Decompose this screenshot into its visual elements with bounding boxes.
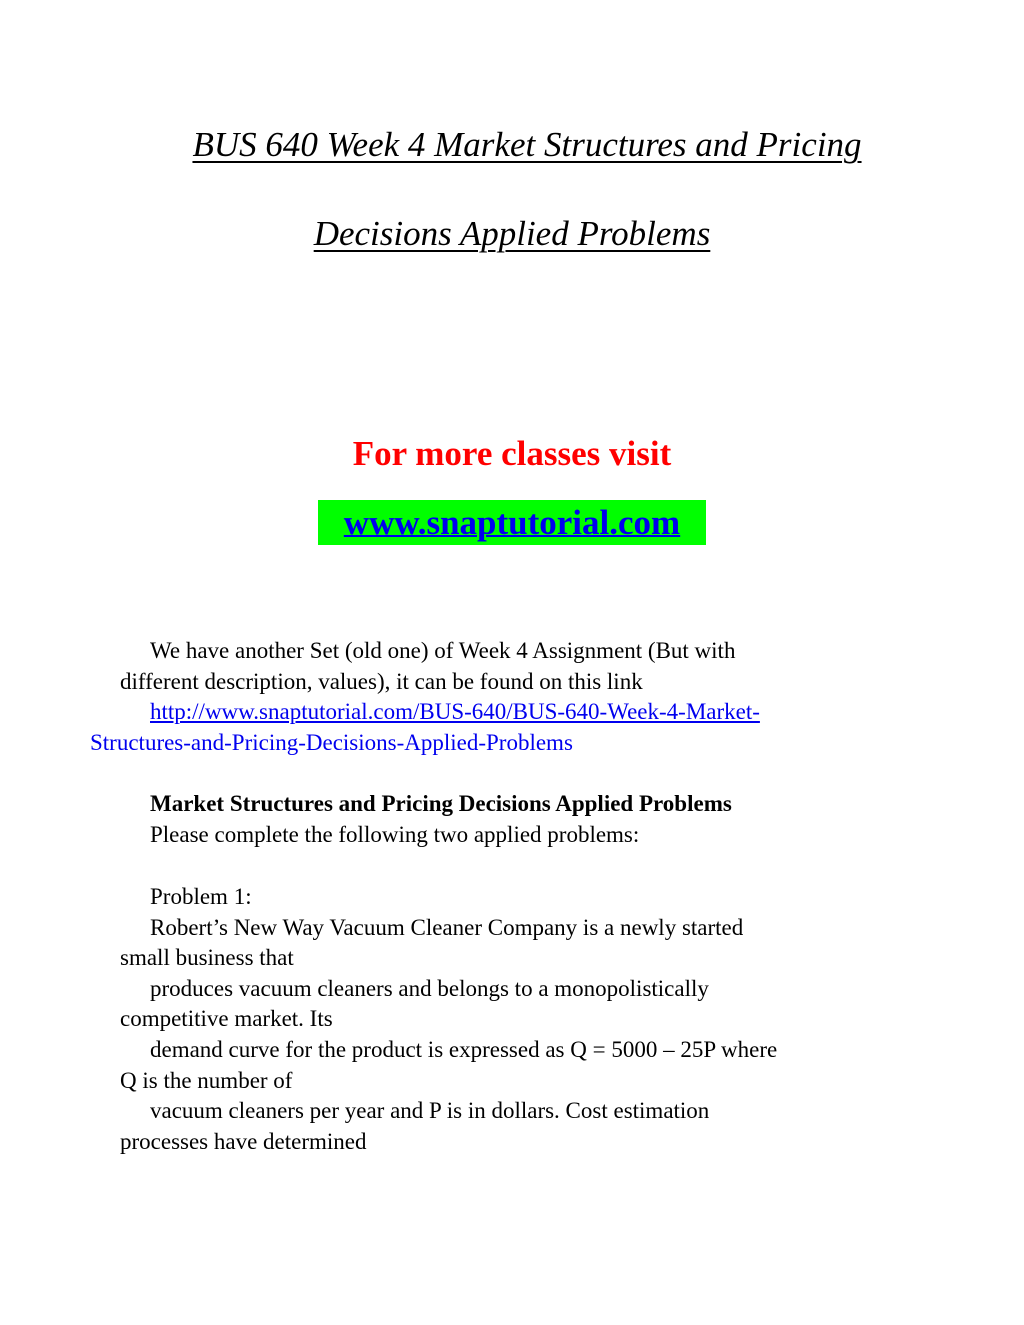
- assignment-heading: Market Structures and Pricing Decisions Applied Problems: [150, 791, 732, 816]
- intro-line-2: different description, values), it can be found on this link: [120, 668, 643, 694]
- problem-1-line: processes have determined: [120, 1128, 367, 1154]
- problem-1-line: produces vacuum cleaners and belongs to a monopolistically: [150, 975, 709, 1001]
- problem-1-line: competitive market. Its: [120, 1006, 333, 1032]
- problem-1-section: [120, 882, 900, 1157]
- problem-1-line: vacuum cleaners per year and P is in dollars. Cost estimation: [150, 1098, 710, 1124]
- intro-paragraph: [90, 636, 900, 758]
- promo-heading: For more classes visit: [352, 434, 672, 473]
- problem-1-line: Q is the number of: [120, 1067, 293, 1093]
- assignment-instruction: Please complete the following two applied problems:: [150, 821, 640, 847]
- problem-1-line: Robert’s New Way Vacuum Cleaner Company is a newly started: [150, 914, 744, 940]
- intro-line-1: We have another Set (old one) of Week 4 Assignment (But with: [150, 638, 736, 663]
- assignment-section: [120, 789, 900, 850]
- problem-1-line: small business that: [120, 945, 294, 971]
- problem-1-label: Problem 1:: [150, 884, 252, 909]
- site-link[interactable]: www.snaptutorial.com: [343, 503, 681, 542]
- document-title-line-2: Decisions Applied Problems: [313, 214, 711, 253]
- old-assignment-link[interactable]: http://www.snaptutorial.com/BUS-640/BUS-640-Week-4-Market- Structures-and-Pricing-Decisions-Applied-Problems: [90, 699, 760, 755]
- document-title-line-1: BUS 640 Week 4 Market Structures and Pricing: [192, 125, 862, 164]
- problem-1-line: demand curve for the product is expressed as Q = 5000 – 25P where: [150, 1036, 778, 1062]
